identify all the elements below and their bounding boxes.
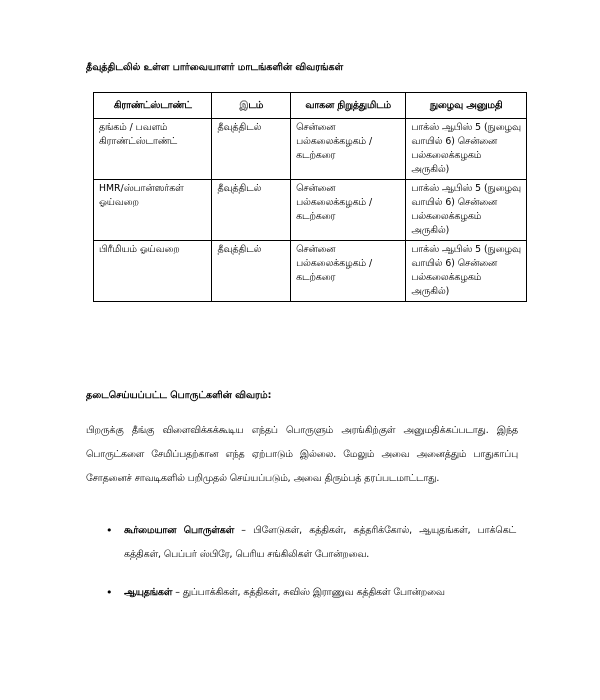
header-entry: நுழைவு அனுமதி	[406, 93, 527, 119]
item-text: – பிளேடுகள், கத்திகள், கத்தரிக்கோல், ஆயுதங்கள், பாக்கெட் கத்திகள், பெப்பர் ஸ்பிரே, பெரிய சங்கிலிகள் போன்றவை.	[124, 525, 516, 560]
cell-entry: பாக்ஸ் ஆபிஸ் 5 (நுழைவு வாயில் 6) சென்னை பல்கலைக்கழகம் அருகில்)	[406, 241, 527, 302]
cell-entry: பாக்ஸ் ஆபிஸ் 5 (நுழைவு வாயில் 6) சென்னை பல்கலைக்கழகம் அருகில்)	[406, 119, 527, 180]
bullet-icon: •	[106, 586, 113, 599]
table-header-row	[94, 93, 527, 119]
table-row	[94, 180, 527, 241]
cell-location: தீவுத்திடல்	[212, 119, 291, 180]
header-grandstand: கிராண்ட்ஸ்டாண்ட்	[94, 93, 212, 119]
header-location: இடம்	[212, 93, 291, 119]
stands-table	[93, 92, 527, 302]
cell-entry: பாக்ஸ் ஆபிஸ் 5 (நுழைவு வாயில் 6) சென்னை பல்கலைக்கழகம் அருகில்)	[406, 180, 527, 241]
table-row	[94, 241, 527, 302]
cell-grandstand: தங்கம் / பவளம் கிராண்ட்ஸ்டாண்ட்	[94, 119, 212, 180]
cell-location: தீவுத்திடல்	[212, 241, 291, 302]
header-parking: வாகன நிறுத்துமிடம்	[291, 93, 406, 119]
cell-parking: சென்னை பல்கலைக்கழகம் / கடற்கரை	[291, 180, 406, 241]
section-title-stands: தீவுத்திடலில் உள்ள பார்வையாளர் மாடங்களின் விவரங்கள்	[86, 62, 344, 73]
cell-location: தீவுத்திடல்	[212, 180, 291, 241]
cell-grandstand: பிரீமியம் ஓய்வறை	[94, 241, 212, 302]
item-text: – துப்பாக்கிகள், கத்திகள், சுவிஸ் இராணுவ கத்திகள் போன்றவை	[172, 587, 445, 598]
list-item	[106, 581, 516, 605]
prohibited-paragraph: பிறருக்கு தீங்கு விளைவிக்கக்கூடிய எந்தப் பொருளும் அரங்கிற்குள் அனுமதிக்கப்படாது. இந்த பொருட்களை சேமிப்பதற்கான எந்த ஏற்பாடும் இல்லை. மேலும் அவை அனைத்தும் பாதுகாப்பு சோதனைச் சாவடிகளில் பறிமுதல் செய்யப்படும், அவை திரும்பத் தரப்படமாட்டாது.	[86, 425, 518, 484]
bullet-icon: •	[106, 524, 113, 537]
table-row	[94, 119, 527, 180]
cell-grandstand: HMR/ஸ்பான்ஸர்கள் ஓய்வறை	[94, 180, 212, 241]
list-item	[106, 519, 516, 567]
item-term: ஆயுதங்கள்	[124, 587, 173, 598]
item-term: கூர்மையான பொருள்கள்	[124, 525, 235, 536]
prohibited-list	[106, 519, 516, 619]
cell-parking: சென்னை பல்கலைக்கழகம் / கடற்கரை	[291, 241, 406, 302]
cell-parking: சென்னை பல்கலைக்கழகம் / கடற்கரை	[291, 119, 406, 180]
section-title-prohibited: தடைசெய்யப்பட்ட பொருட்களின் விவரம்:	[86, 390, 272, 401]
